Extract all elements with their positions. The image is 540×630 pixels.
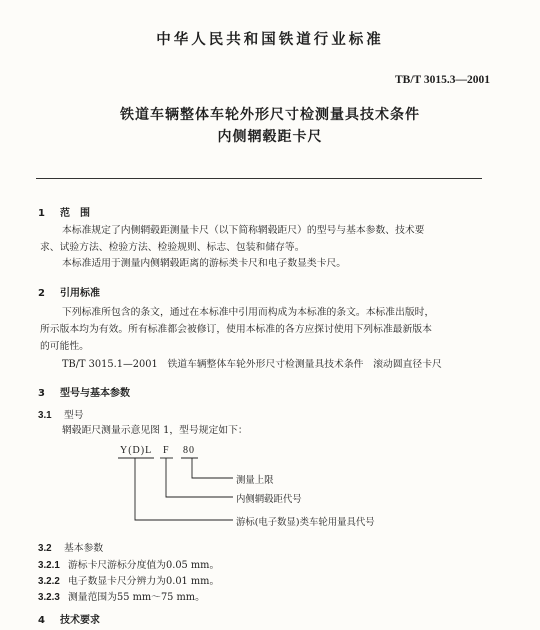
model-code-part-80: 80 <box>183 445 195 456</box>
leader-inner-distance <box>166 458 233 497</box>
document-title-line1: 铁道车辆整体车轮外形尺寸检测量具技术条件 <box>120 107 420 123</box>
section-1-para1-line1: 本标准规定了内侧辋毂距测量卡尺（以下简称辋毂距尺）的型号与基本参数、技术要 <box>62 225 425 236</box>
section-3-1-text: 辋毂距尺测量示意见图 1，型号规定如下： <box>62 425 248 436</box>
section-3-1-title: 型号 <box>64 410 84 421</box>
item-3-2-2-number: 3.2.2 <box>38 576 60 587</box>
document-title-line2: 内侧辋毂距卡尺 <box>217 129 323 145</box>
item-3-2-1-number: 3.2.1 <box>38 560 60 571</box>
section-4-number: 4 <box>38 615 45 626</box>
section-4-title: 技术要求 <box>60 615 100 626</box>
section-1-para2: 本标准适用于测量内侧辋毂距离的游标类卡尺和电子数显类卡尺。 <box>62 258 347 269</box>
standard-category-title: 中华人民共和国铁道行业标准 <box>156 32 384 48</box>
item-3-2-2-text: 电子数显卡尺分辨力为0.01 mm。 <box>68 576 220 587</box>
section-3-2-number: 3.2 <box>38 543 52 554</box>
label-upper-limit: 测量上限 <box>236 475 274 486</box>
title-divider <box>36 178 482 179</box>
item-3-2-1-text: 游标卡尺游标分度值为0.05 mm。 <box>68 560 220 571</box>
label-inner-rim-hub-code: 内侧辋毂距代号 <box>236 494 302 505</box>
item-3-2-3-number: 3.2.3 <box>38 592 60 603</box>
section-2-number: 2 <box>38 288 45 299</box>
section-2-para-line2: 所示版本均为有效。所有标准都会被修订，使用本标准的各方应探讨使用下列标准最新版本 <box>40 324 432 335</box>
section-3-2-heading <box>38 540 103 554</box>
section-3-2-title: 基本参数 <box>64 543 104 554</box>
section-2-heading <box>38 284 100 299</box>
item-3-2-3 <box>38 589 205 603</box>
section-2-title: 引用标准 <box>60 288 100 299</box>
section-1-number: 1 <box>38 208 45 219</box>
model-code-part-yd-l: Y(D)L <box>120 445 153 456</box>
section-3-number: 3 <box>38 388 45 399</box>
section-4-heading <box>38 611 100 626</box>
section-2-para-line3: 的可能性。 <box>40 341 89 352</box>
leader-upper-limit <box>192 458 233 478</box>
section-3-1-heading <box>38 407 84 421</box>
item-3-2-1 <box>38 557 219 571</box>
section-3-1-number: 3.1 <box>38 410 52 421</box>
section-1-para1-line2: 求、试验方法、检验方法、检验规则、标志、包装和储存等。 <box>40 242 305 253</box>
label-caliper-code: 游标(电子数显)类车轮用量具代号 <box>236 517 375 528</box>
section-1-title: 范 围 <box>60 208 90 219</box>
standard-code: TB/T 3015.3—2001 <box>395 74 490 86</box>
section-2-reference: TB/T 3015.1—2001 铁道车辆整体车轮外形尺寸检测量具技术条件 滚动圆直径卡尺 <box>62 359 442 370</box>
item-3-2-2 <box>38 573 219 587</box>
section-2-para-line1: 下列标准所包含的条文，通过在本标准中引用而构成为本标准的条文。本标准出版时， <box>62 307 435 318</box>
model-code-part-f: F <box>163 445 170 456</box>
section-3-title: 型号与基本参数 <box>60 388 130 399</box>
section-3-heading <box>38 384 130 399</box>
section-1-heading <box>38 204 90 219</box>
item-3-2-3-text: 测量范围为55 mm～75 mm。 <box>68 592 205 603</box>
leader-caliper-code <box>135 458 233 520</box>
